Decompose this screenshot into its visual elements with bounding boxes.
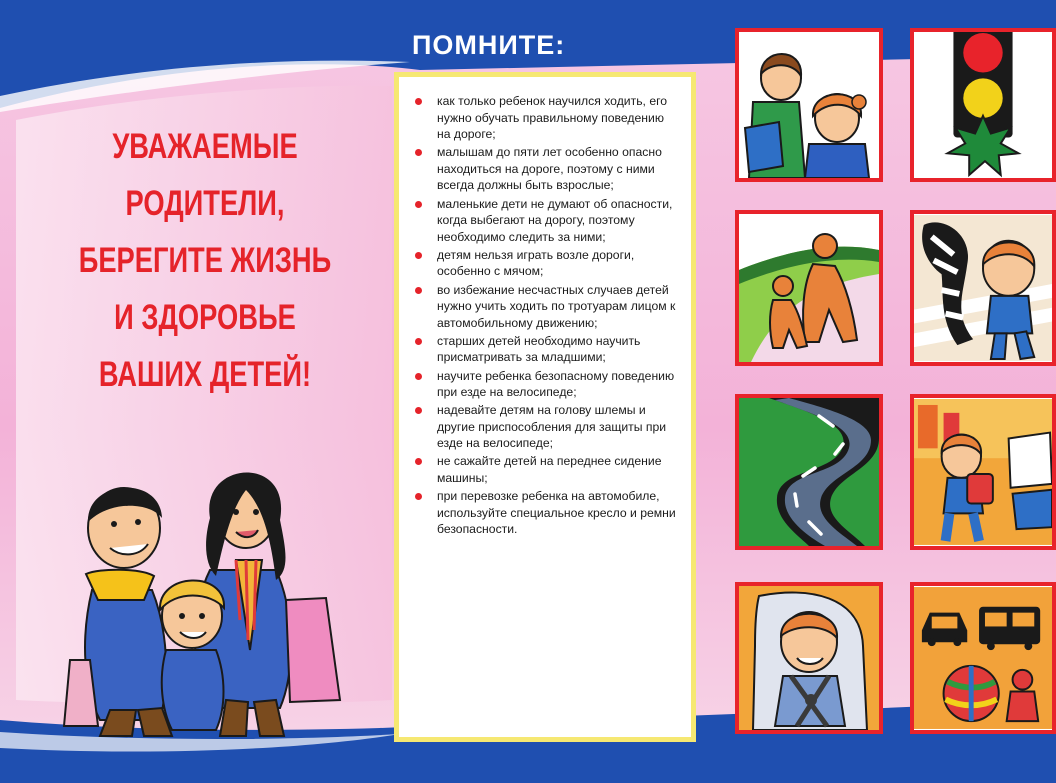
headline-line: РОДИТЕЛИ, — [125, 184, 285, 223]
tip-item: детям нельзя играть возле дороги, особенно с мячом; — [415, 247, 679, 280]
tip-item: маленькие дети не думают об опасности, когда выбегают на дорогу, поэтому необходимо следить за ними; — [415, 196, 679, 246]
adult-and-child-walking-icon — [735, 210, 883, 366]
car-bus-ball-toy-icon — [910, 582, 1056, 734]
headline-line: БЕРЕГИТЕ ЖИЗНЬ — [78, 241, 332, 280]
child-with-backpack-crossing-icon — [910, 394, 1056, 550]
header-title: ПОМНИТЕ: — [412, 30, 566, 60]
family-illustration — [40, 440, 370, 740]
winding-road-icon — [735, 394, 883, 550]
father-figure — [64, 488, 172, 736]
tip-item: научите ребенка безопасному поведению при езде на велосипеде; — [415, 368, 679, 401]
child-in-car-seat-icon — [735, 582, 883, 734]
tip-item: малышам до пяти лет особенно опасно находиться на дороге, поэтому с ними всегда должны быть взрослые; — [415, 144, 679, 194]
headline-line: И ЗДОРОВЬЕ — [114, 298, 296, 337]
headline-line: УВАЖАЕМЫЕ — [112, 127, 298, 166]
headline-line: ВАШИХ ДЕТЕЙ! — [98, 355, 312, 394]
child-figure — [160, 580, 224, 730]
parent-reading-book-icon — [735, 28, 883, 182]
traffic-light-icon — [910, 28, 1056, 182]
tip-item: при перевозке ребенка на автомобиле, используйте специальное кресло и ремни безопасности. — [415, 488, 679, 538]
child-at-zebra-crossing-icon — [910, 210, 1056, 366]
tip-item: старших детей необходимо научить присматривать за младшими; — [415, 333, 679, 366]
tip-item: во избежание несчастных случаев детей нужно учить ходить по тротуарам лицом к автомобильному движению; — [415, 282, 679, 332]
tip-item: не сажайте детей на переднее сидение машины; — [415, 453, 679, 486]
tips-panel — [394, 72, 696, 742]
headline — [76, 118, 333, 403]
tips-list — [399, 77, 691, 538]
tip-item: надевайте детям на голову шлемы и другие приспособления для защиты при езде на велосипеде; — [415, 402, 679, 452]
tip-item: как только ребенок научился ходить, его нужно обучать правильному поведению на дороге; — [415, 93, 679, 143]
